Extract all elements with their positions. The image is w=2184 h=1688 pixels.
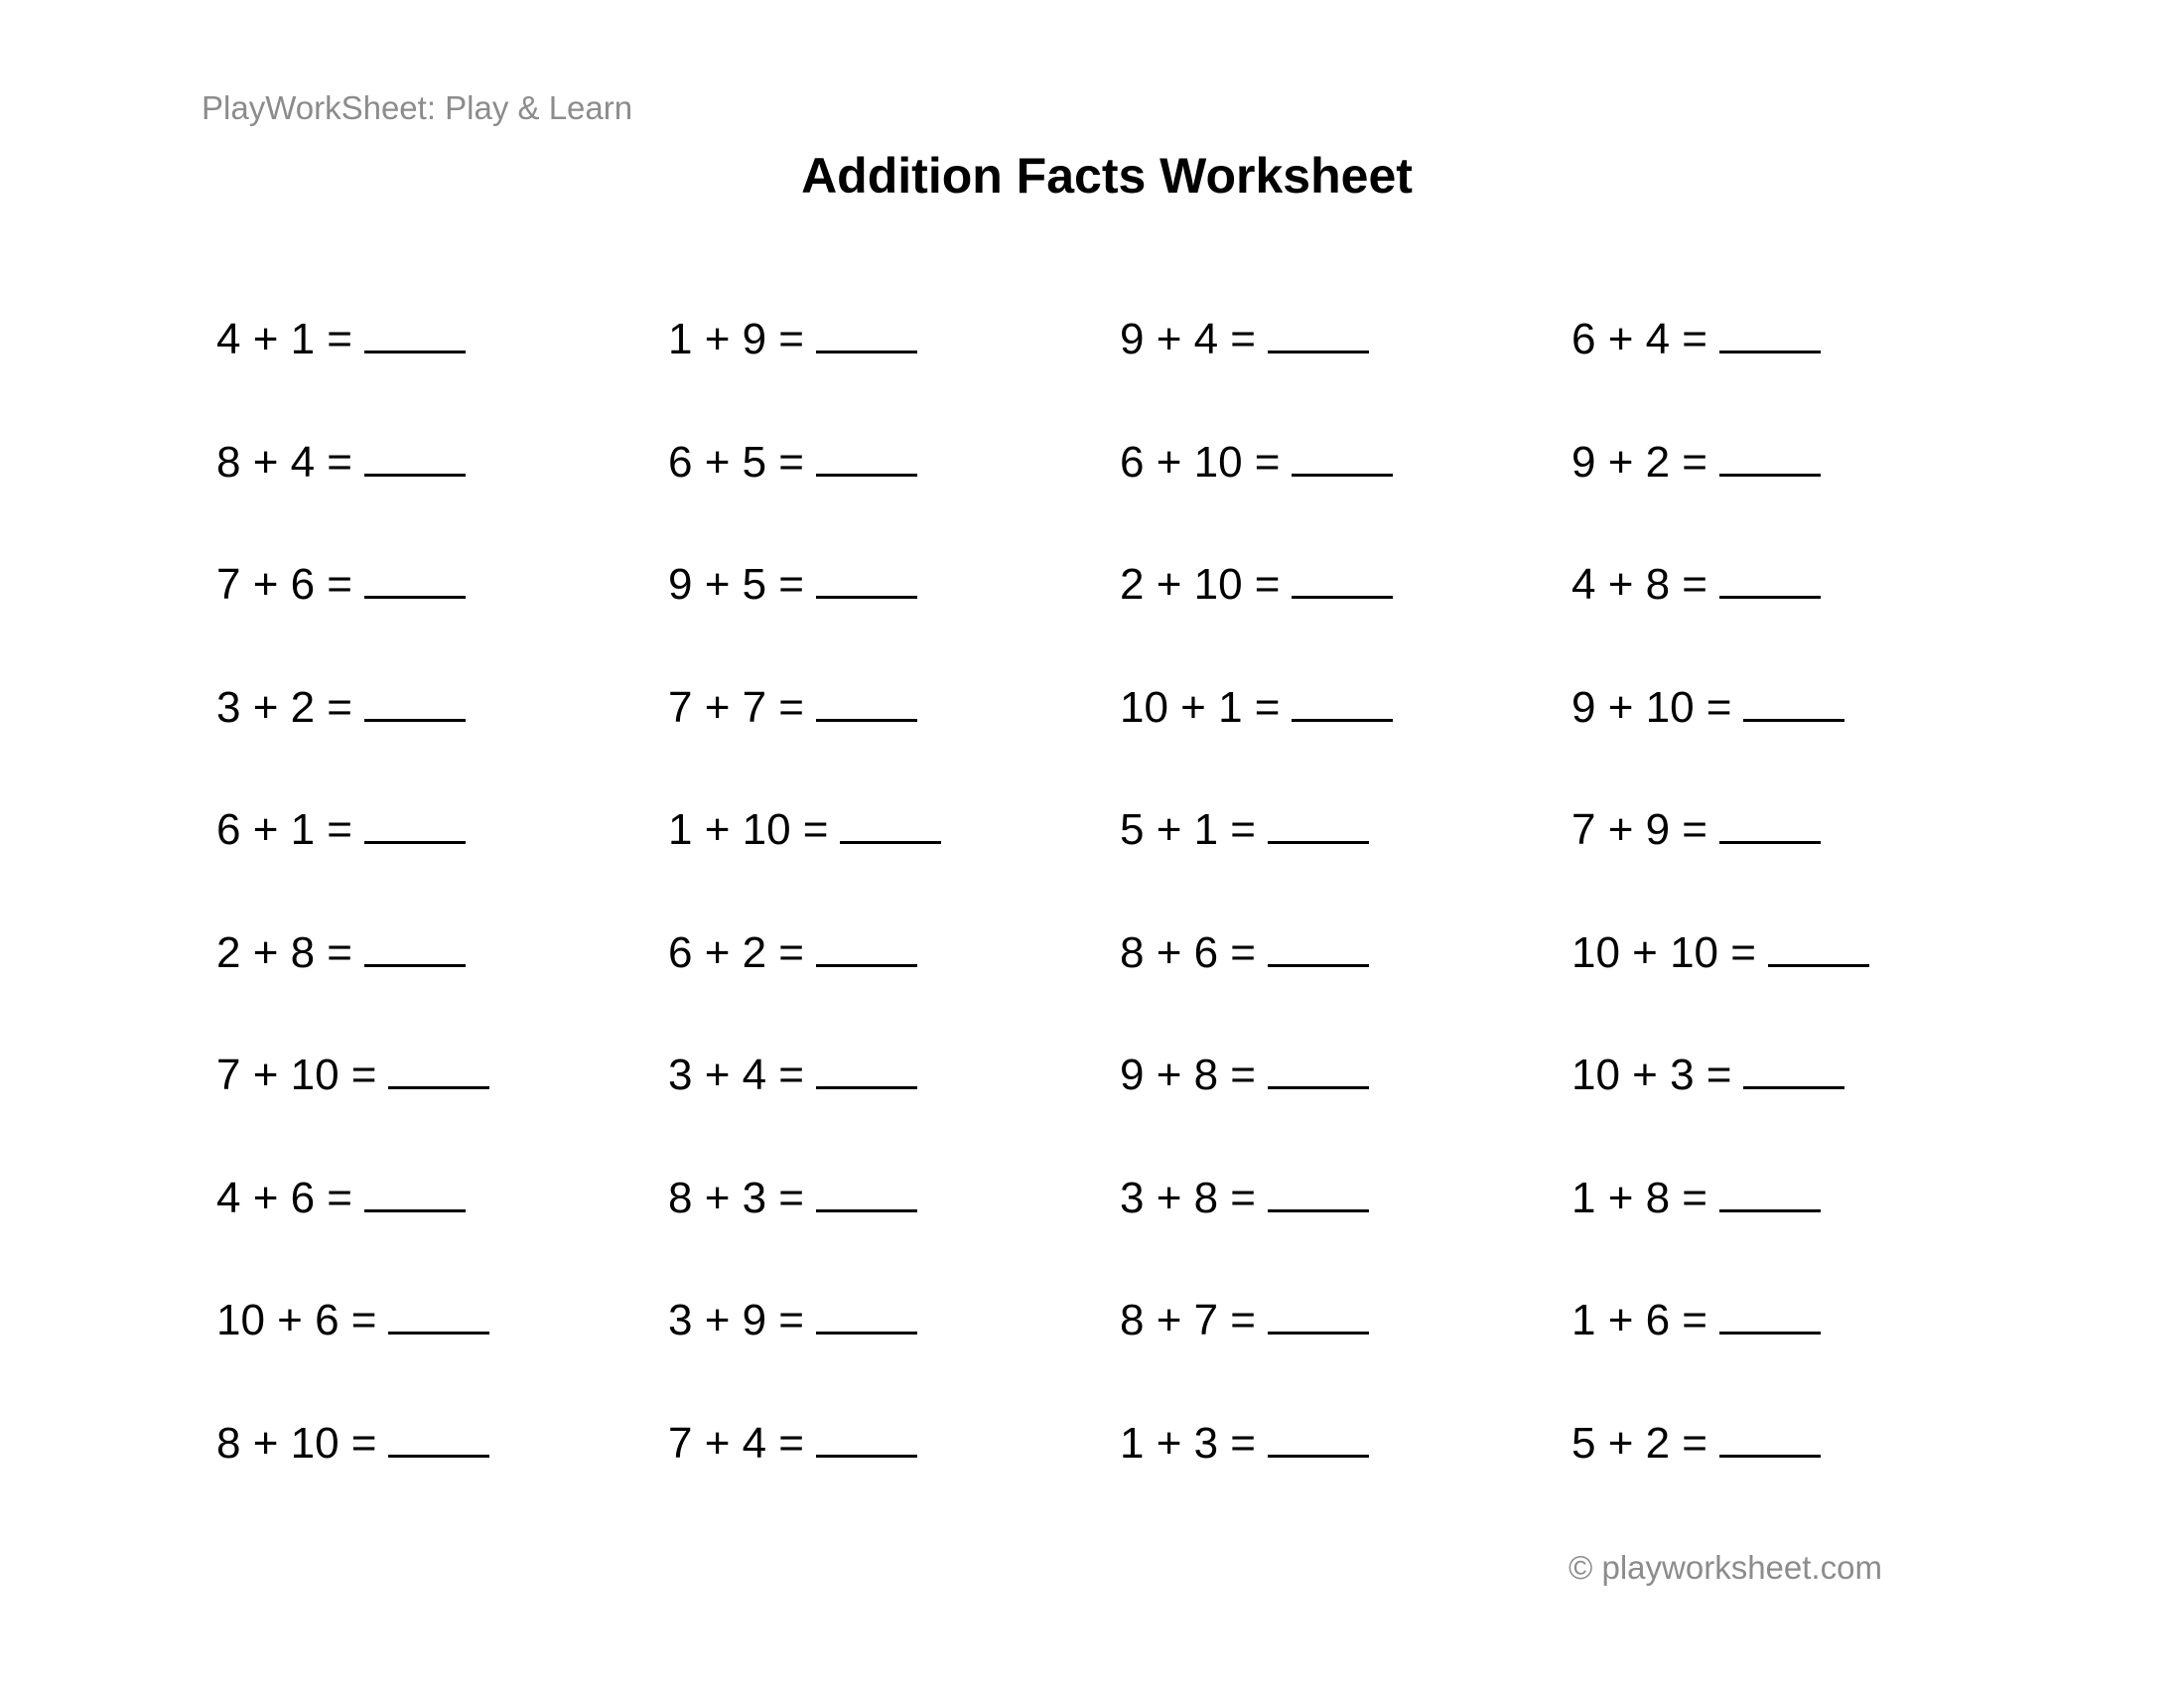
answer-blank[interactable] — [1719, 1415, 1821, 1458]
problem-expression: 5 + 2 = — [1571, 1418, 1708, 1468]
answer-blank[interactable] — [816, 1415, 917, 1458]
problem-item — [1120, 555, 1571, 678]
problem-item — [216, 923, 668, 1047]
answer-blank[interactable] — [1268, 1415, 1369, 1458]
problem-item — [216, 1046, 668, 1169]
answer-blank[interactable] — [1268, 924, 1369, 967]
problem-item — [216, 310, 668, 433]
answer-blank[interactable] — [388, 1047, 489, 1089]
answer-blank[interactable] — [816, 434, 917, 477]
problem-expression: 4 + 6 = — [216, 1173, 353, 1222]
problem-item — [216, 800, 668, 923]
problem-expression: 10 + 1 = — [1120, 682, 1281, 732]
answer-blank[interactable] — [1719, 801, 1821, 844]
problem-expression: 6 + 4 = — [1571, 315, 1708, 363]
answer-blank[interactable] — [816, 679, 917, 722]
problem-item — [216, 1169, 668, 1292]
answer-blank[interactable] — [1292, 434, 1393, 477]
page-title: Addition Facts Worksheet — [801, 148, 1413, 204]
problem-item — [668, 310, 1120, 433]
problem-expression: 2 + 8 = — [216, 927, 353, 977]
problem-expression: 1 + 6 = — [1571, 1296, 1708, 1344]
problem-expression: 7 + 6 = — [216, 560, 353, 609]
problem-expression: 4 + 8 = — [1571, 560, 1708, 609]
problem-item — [216, 1291, 668, 1414]
problem-expression: 9 + 2 = — [1571, 437, 1708, 487]
problem-item — [668, 1414, 1120, 1537]
problem-item — [216, 433, 668, 556]
footer-copyright: © playworksheet.com — [1569, 1549, 1882, 1586]
problem-item — [1571, 1414, 2023, 1537]
answer-blank[interactable] — [1268, 801, 1369, 844]
problem-item — [1120, 1046, 1571, 1169]
problem-expression: 6 + 10 = — [1120, 437, 1281, 487]
problem-item — [1571, 310, 2023, 433]
problem-expression: 9 + 5 = — [668, 560, 805, 609]
problem-expression: 10 + 10 = — [1571, 927, 1756, 977]
answer-blank[interactable] — [1743, 1047, 1844, 1089]
answer-blank[interactable] — [1268, 1170, 1369, 1212]
answer-blank[interactable] — [816, 924, 917, 967]
problem-expression: 8 + 10 = — [216, 1418, 377, 1468]
problem-item — [668, 923, 1120, 1047]
problem-expression: 10 + 3 = — [1571, 1051, 1732, 1099]
brand-header: PlayWorkSheet: Play & Learn — [202, 89, 633, 126]
problem-item — [668, 1169, 1120, 1292]
problem-item — [668, 1291, 1120, 1414]
answer-blank[interactable] — [1719, 434, 1821, 477]
problem-expression: 1 + 10 = — [668, 805, 829, 854]
answer-blank[interactable] — [1768, 924, 1869, 967]
problem-item — [668, 433, 1120, 556]
answer-blank[interactable] — [816, 1047, 917, 1089]
answer-blank[interactable] — [364, 434, 466, 477]
answer-blank[interactable] — [1719, 556, 1821, 599]
problem-item — [668, 555, 1120, 678]
problem-item — [668, 678, 1120, 801]
problem-expression: 8 + 4 = — [216, 437, 353, 487]
problem-item — [1571, 678, 2023, 801]
problem-item — [1571, 800, 2023, 923]
problem-expression: 7 + 10 = — [216, 1051, 377, 1099]
problem-grid — [216, 310, 2023, 1536]
problem-item — [216, 678, 668, 801]
problem-expression: 3 + 8 = — [1120, 1173, 1257, 1222]
problem-item — [1120, 1291, 1571, 1414]
answer-blank[interactable] — [816, 556, 917, 599]
problem-expression: 6 + 1 = — [216, 805, 353, 854]
answer-blank[interactable] — [1719, 1170, 1821, 1212]
problem-expression: 6 + 5 = — [668, 437, 805, 487]
problem-expression: 8 + 3 = — [668, 1173, 805, 1222]
answer-blank[interactable] — [1719, 1292, 1821, 1335]
problem-expression: 3 + 2 = — [216, 682, 353, 732]
problem-item — [1571, 555, 2023, 678]
problem-expression: 9 + 4 = — [1120, 315, 1257, 363]
problem-expression: 3 + 4 = — [668, 1051, 805, 1099]
problem-item — [1120, 800, 1571, 923]
answer-blank[interactable] — [1268, 1292, 1369, 1335]
answer-blank[interactable] — [364, 679, 466, 722]
problem-item — [1571, 1169, 2023, 1292]
problem-item — [668, 1046, 1120, 1169]
problem-expression: 9 + 10 = — [1571, 682, 1732, 732]
problem-expression: 3 + 9 = — [668, 1296, 805, 1344]
answer-blank[interactable] — [364, 924, 466, 967]
problem-expression: 5 + 1 = — [1120, 805, 1257, 854]
problem-item — [216, 555, 668, 678]
answer-blank[interactable] — [388, 1415, 489, 1458]
answer-blank[interactable] — [1292, 679, 1393, 722]
answer-blank[interactable] — [364, 801, 466, 844]
answer-blank[interactable] — [1743, 679, 1844, 722]
problem-expression: 8 + 7 = — [1120, 1296, 1257, 1344]
answer-blank[interactable] — [1268, 1047, 1369, 1089]
problem-expression: 6 + 2 = — [668, 927, 805, 977]
problem-item — [1571, 1291, 2023, 1414]
problem-item — [216, 1414, 668, 1537]
problem-expression: 7 + 7 = — [668, 682, 805, 732]
problem-expression: 2 + 10 = — [1120, 560, 1281, 609]
answer-blank[interactable] — [816, 311, 917, 353]
problem-expression: 1 + 3 = — [1120, 1418, 1257, 1468]
problem-item — [1120, 923, 1571, 1047]
problem-item — [1120, 1169, 1571, 1292]
answer-blank[interactable] — [816, 1292, 917, 1335]
answer-blank[interactable] — [364, 1170, 466, 1212]
answer-blank[interactable] — [388, 1292, 489, 1335]
problem-expression: 1 + 8 = — [1571, 1173, 1708, 1222]
problem-item — [1571, 433, 2023, 556]
problem-expression: 7 + 9 = — [1571, 805, 1708, 854]
problem-item — [1120, 310, 1571, 433]
problem-expression: 4 + 1 = — [216, 315, 353, 363]
problem-expression: 7 + 4 = — [668, 1418, 805, 1468]
problem-item — [1120, 433, 1571, 556]
problem-expression: 10 + 6 = — [216, 1296, 377, 1344]
problem-item — [1571, 1046, 2023, 1169]
problem-expression: 9 + 8 = — [1120, 1051, 1257, 1099]
answer-blank[interactable] — [364, 311, 466, 353]
problem-item — [1571, 923, 2023, 1047]
answer-blank[interactable] — [1268, 311, 1369, 353]
answer-blank[interactable] — [816, 1170, 917, 1212]
problem-item — [1120, 678, 1571, 801]
problem-expression: 8 + 6 = — [1120, 927, 1257, 977]
answer-blank[interactable] — [1292, 556, 1393, 599]
problem-item — [668, 800, 1120, 923]
answer-blank[interactable] — [840, 801, 941, 844]
answer-blank[interactable] — [1719, 311, 1821, 353]
problem-item — [1120, 1414, 1571, 1537]
answer-blank[interactable] — [364, 556, 466, 599]
problem-expression: 1 + 9 = — [668, 315, 805, 363]
